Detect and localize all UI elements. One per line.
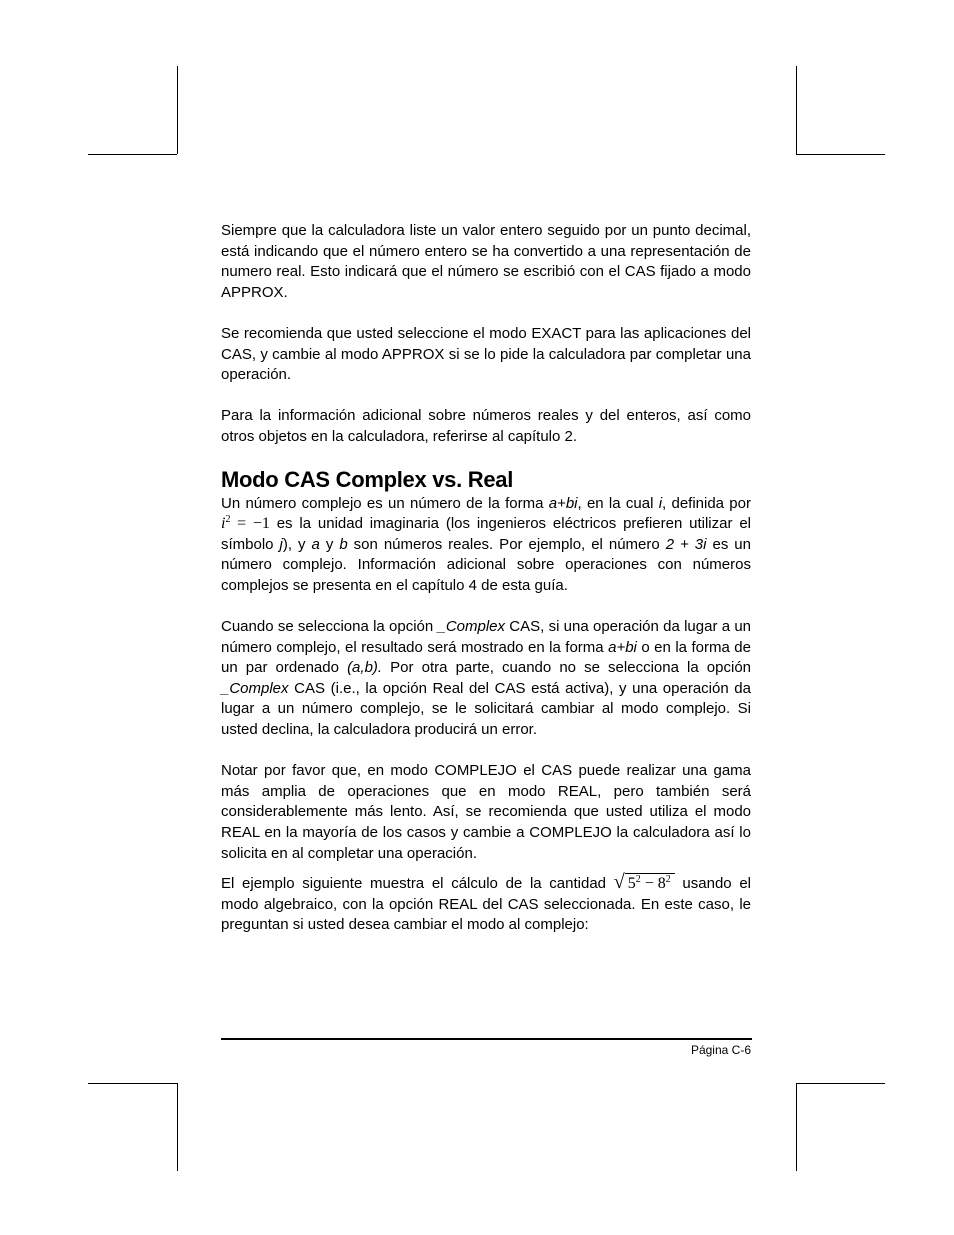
- paragraph-complex-mode-note: Notar por favor que, en modo COMPLEJO el CAS puede realizar una gama más amplia de operaciones que en modo REAL, pero también será considerablemente más lento. Así, se recomienda que usted utiliza el modo REAL en la mayoría de los casos y cambie a COMPLEJO la calculadora así lo solicita en al completar una operación.: [221, 762, 751, 862]
- crop-mark-top-right-horizontal: [796, 154, 885, 155]
- page-number: Página C-6: [690, 1043, 751, 1057]
- paragraph-complex-option: Cuando se selecciona la opción _Complex CAS, si una operación da lugar a un número complejo, el resultado será mostrado en la forma a+bi o en la forma de un par ordenado (a,b). Por otra parte, cuando no se selecciona la opción _Complex CAS (i.e., la opción Real del CAS está activa), y una operación da lugar a un número complejo, se le solicitará cambiar al modo complejo. Si usted declina, la calculadora producirá un error.: [221, 618, 752, 739]
- crop-mark-top-left-vertical: [177, 66, 178, 154]
- footer-rule: [221, 1038, 752, 1040]
- paragraph-more-info: Para la información adicional sobre números reales y del enteros, así como otros objetos en la calculadora, referirse al capítulo 2.: [221, 407, 751, 445]
- crop-mark-top-left-horizontal: [88, 154, 177, 155]
- crop-mark-bottom-right-vertical: [796, 1083, 797, 1171]
- crop-mark-top-right-vertical: [796, 66, 797, 154]
- crop-mark-bottom-left-horizontal: [88, 1083, 177, 1084]
- sqrt-expression: √ $5^2 - 8^2$: [614, 872, 675, 895]
- crop-mark-bottom-right-horizontal: [796, 1083, 885, 1084]
- imaginary-unit-equation: $i^2 = -1$: [221, 514, 270, 533]
- section-heading: Modo CAS Complex vs. Real: [221, 466, 514, 492]
- paragraph-approx-note: Siempre que la calculadora liste un valor entero seguido por un punto decimal, está indicando que el número entero se ha convertido a una representación de numero real. Esto indicará que el número se escribió con el CAS fijado a modo APPROX.: [221, 222, 751, 301]
- paragraph-example-intro: El ejemplo siguiente muestra el cálculo de la cantidad √ $5^2 - 8^2$ usando el modo algebraico, con la opción REAL del CAS seleccionada. En este caso, le preguntan si usted desea cambiar el modo al complejo:: [221, 871, 751, 934]
- paragraph-exact-recommendation: Se recomienda que usted seleccione el modo EXACT para las aplicaciones del CAS, y cambie al modo APPROX si se lo pide la calculadora par completar una operación.: [221, 324, 751, 384]
- crop-mark-bottom-left-vertical: [177, 1083, 178, 1171]
- paragraph-complex-definition: Un número complejo es un número de la forma a+bi, en la cual i, definida por $i^2 = -1$ es la unidad imaginaria (los ingenieros eléctricos prefieren utilizar el símbolo j), y a y b son números reales. Por ejemplo, el número 2 + 3i es un número complejo. Información adicional sobre operaciones con números complejos se presenta en el capítulo 4 de esta guía.: [221, 494, 751, 594]
- page-content: [221, 221, 751, 936]
